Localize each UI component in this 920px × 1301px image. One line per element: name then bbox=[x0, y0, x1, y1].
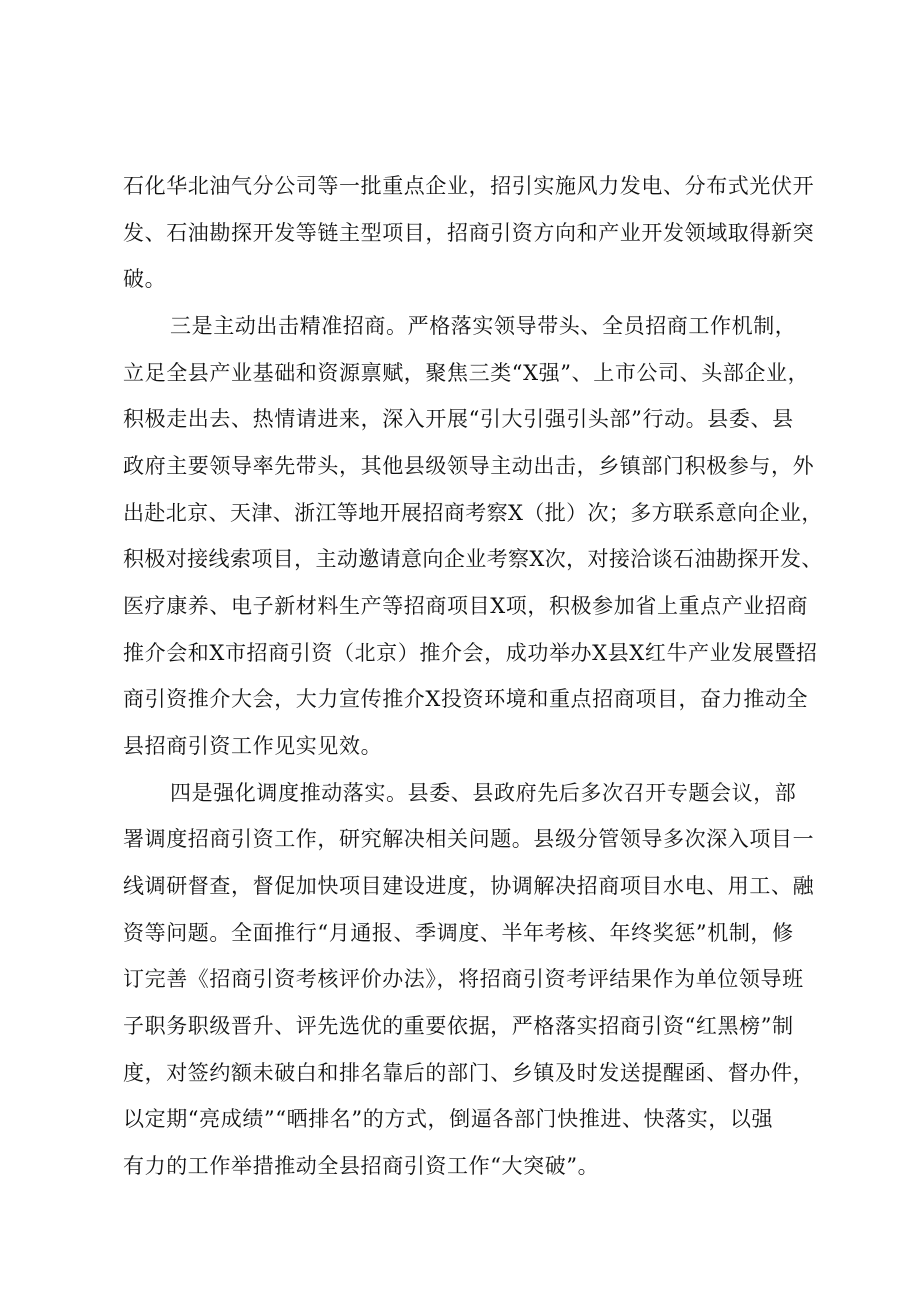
text-line: 线调研督查，督促加快项目建设进度，协调解决招商项目水电、用工、融 bbox=[123, 874, 815, 898]
text-line: 立足全县产业基础和资源禀赋，聚焦三类“X强”、上市公司、头部企业， bbox=[123, 361, 810, 385]
text-line: 积极走出去、热情请进来，深入开展“引大引强引头部”行动。县委、县 bbox=[123, 407, 794, 431]
text-line: 三是主动出击精准招商。严格落实领导带头、全员招商工作机制， bbox=[170, 314, 797, 338]
text-line: 以定期“亮成绩”“晒排名”的方式，倒逼各部门快推进、快落实，以强 bbox=[123, 1107, 774, 1131]
text-line: 发、石油勘探开发等链主型项目，招商引资方向和产业开发领域取得新突 bbox=[123, 221, 815, 245]
text-line: 医疗康养、电子新材料生产等招商项目X项，积极参加省上重点产业招商 bbox=[123, 594, 809, 618]
text-line: 四是强化调度推动落实。县委、县政府先后多次召开专题会议，部 bbox=[170, 781, 797, 805]
text-line: 商引资推介大会，大力宣传推介X投资环境和重点招商项目，奋力推动全 bbox=[123, 687, 809, 711]
text-line: 出赴北京、天津、浙江等地开展招商考察X（批）次；多方联系意向企业， bbox=[123, 501, 823, 525]
text-line: 破。 bbox=[123, 267, 167, 291]
text-line: 资等问题。全面推行“月通报、季调度、半年考核、年终奖惩”机制，修 bbox=[123, 921, 794, 945]
text-line: 度，对签约额未破白和排名靠后的部门、乡镇及时发送提醒函、督办件， bbox=[123, 1061, 815, 1085]
text-line: 政府主要领导率先带头，其他县级领导主动出击，乡镇部门积极参与，外 bbox=[123, 454, 815, 478]
text-line: 推介会和X市招商引资（北京）推介会，成功举办X县X红牛产业发展暨招 bbox=[123, 641, 818, 665]
text-line: 署调度招商引资工作，研究解决相关问题。县级分管领导多次深入项目一 bbox=[123, 827, 815, 851]
text-line: 有力的工作举措推动全县招商引资工作“大突破”。 bbox=[123, 1154, 600, 1178]
text-line: 积极对接线索项目，主动邀请意向企业考察X次，对接洽谈石油勘探开发、 bbox=[123, 547, 823, 571]
text-line: 订完善《招商引资考核评价办法》，将招商引资考评结果作为单位领导班 bbox=[123, 967, 804, 991]
text-line: 子职务职级晋升、评先选优的重要依据，严格落实招商引资“红黑榜”制 bbox=[123, 1014, 794, 1038]
text-line: 县招商引资工作见实见效。 bbox=[123, 734, 383, 758]
text-line: 石化华北油气分公司等一批重点企业，招引实施风力发电、分布式光伏开 bbox=[123, 174, 815, 198]
